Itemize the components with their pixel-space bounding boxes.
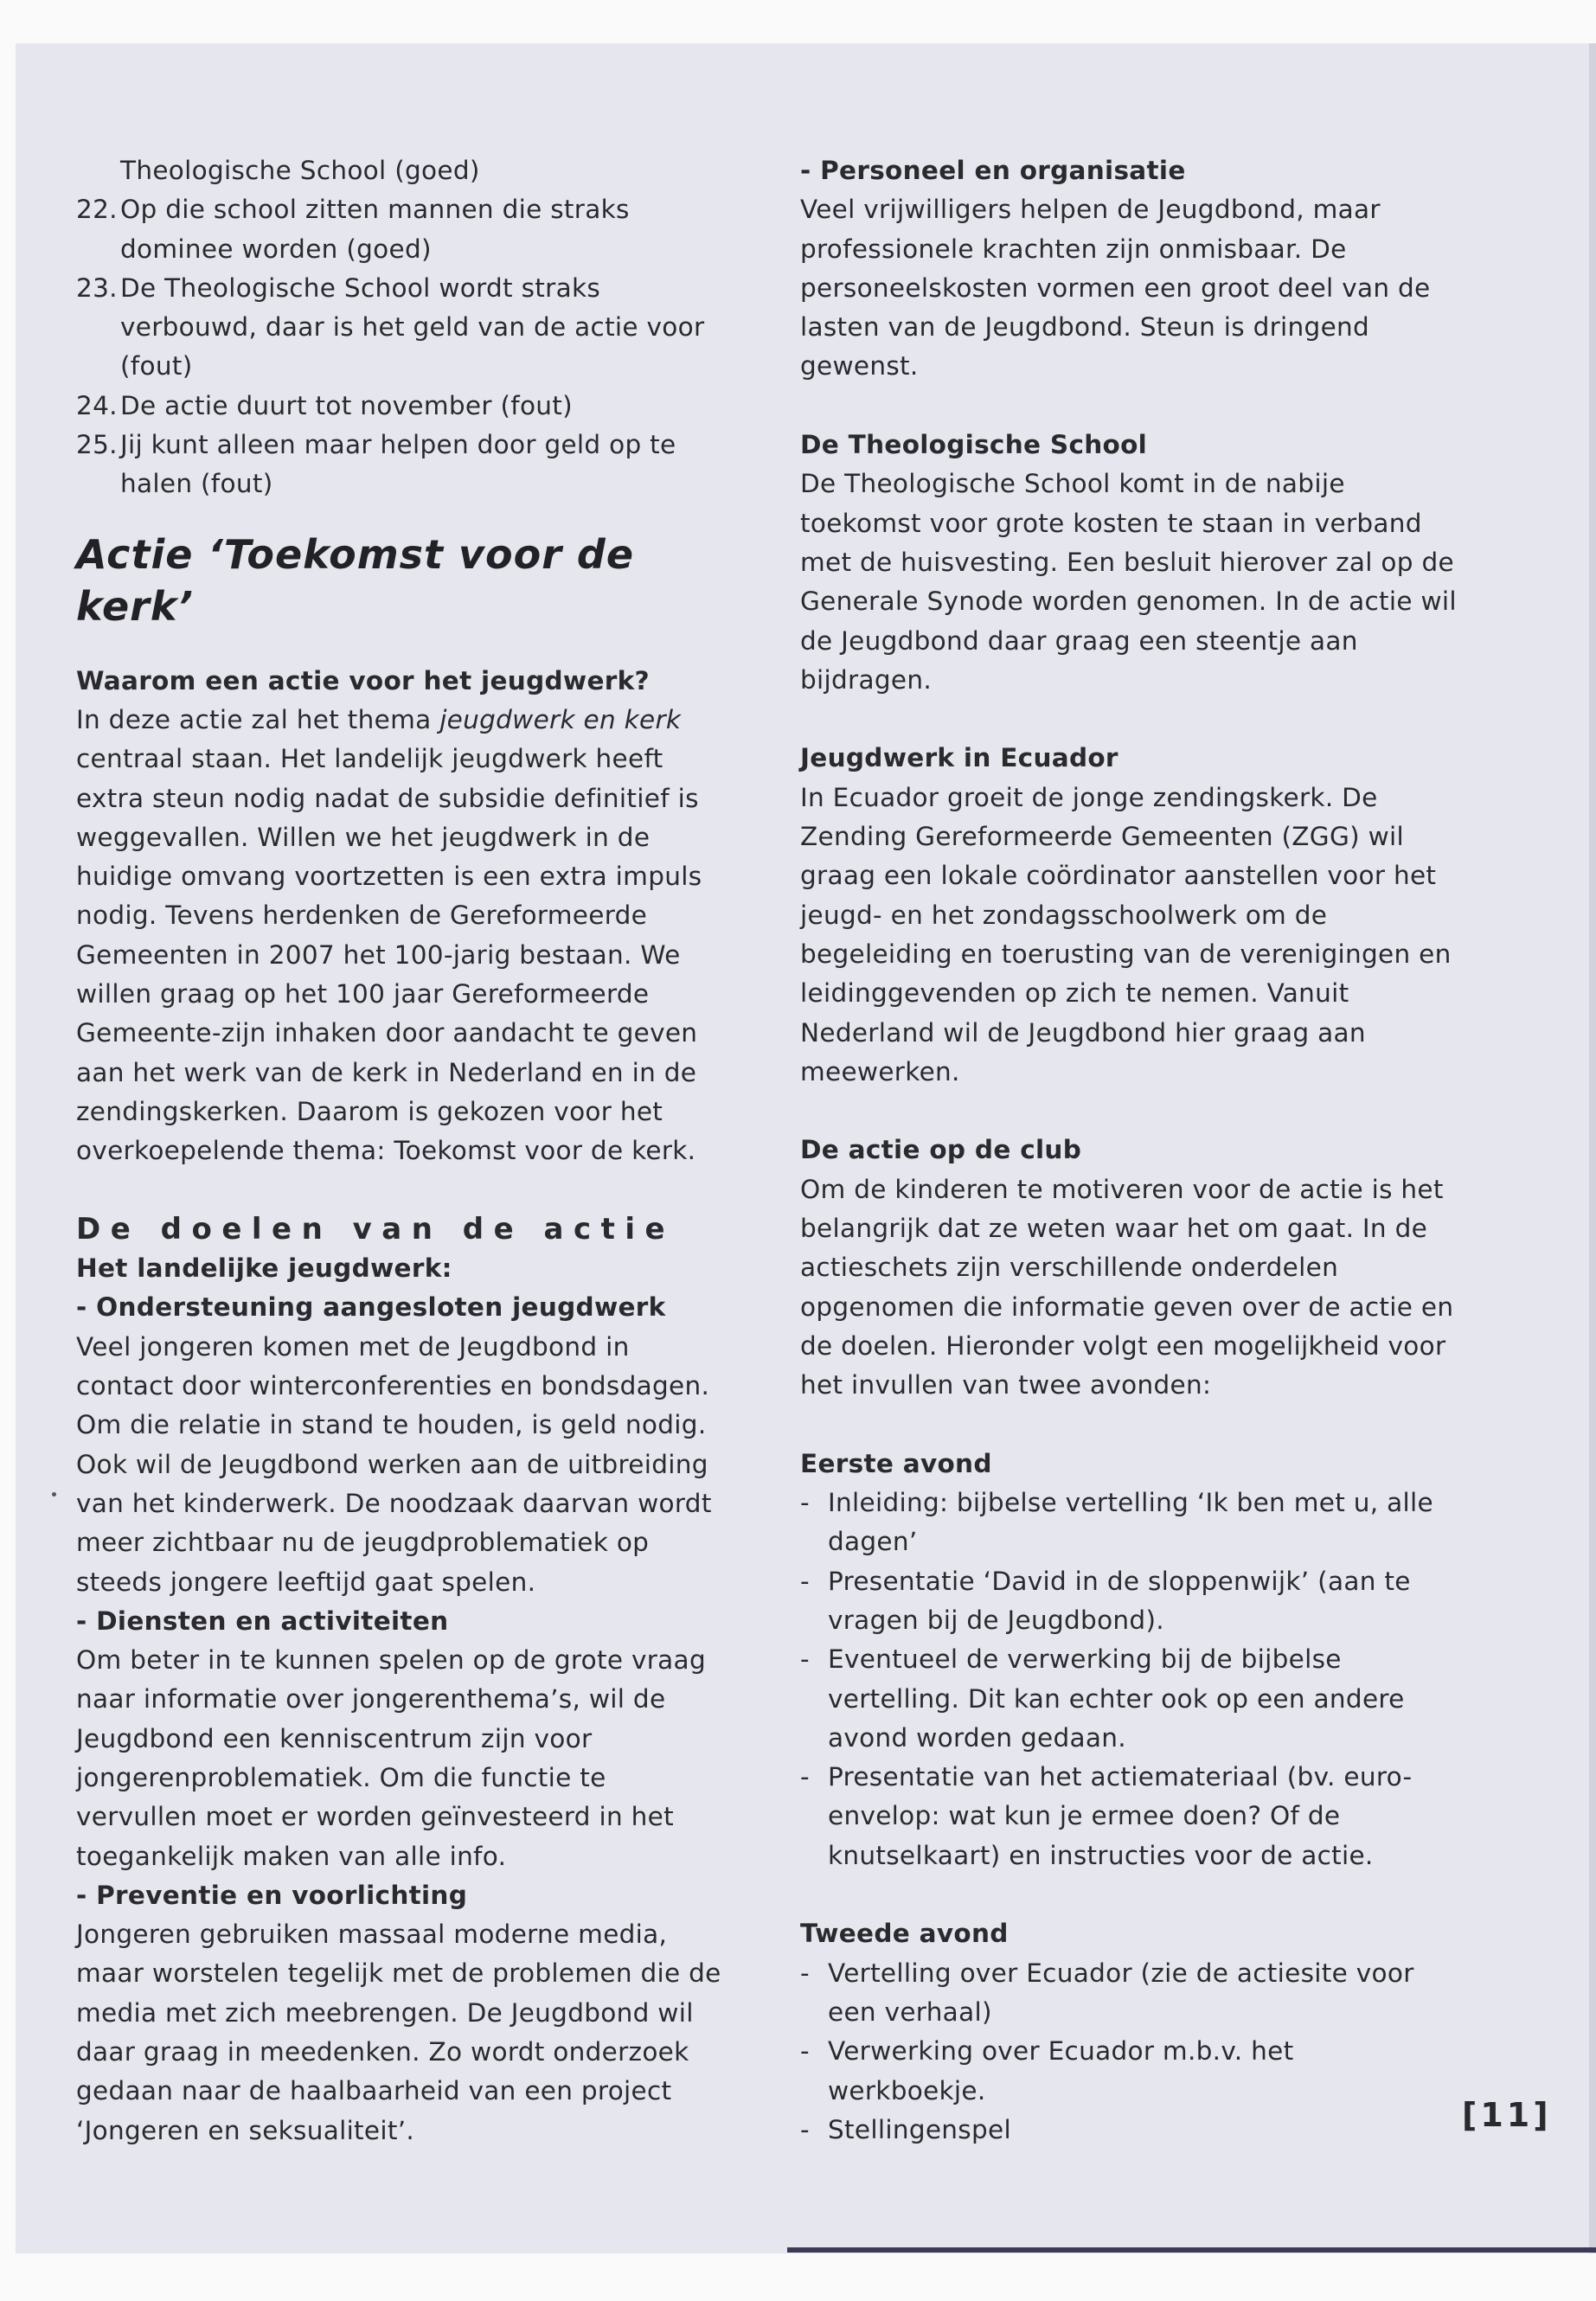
theme-emphasis: jeugdwerk en kerk bbox=[439, 704, 682, 734]
list-item: 25. Jij kunt alleen maar helpen door geld op te halen (fout) bbox=[76, 430, 676, 499]
list-item: - Inleiding: bijbelse vertelling ‘Ik ben met u, alle dagen’ bbox=[800, 1484, 1458, 1562]
first-evening-heading: Eerste avond bbox=[800, 1448, 992, 1478]
why-heading: Waarom een actie voor het jeugdwerk? bbox=[76, 665, 650, 695]
scan-speck bbox=[52, 1492, 56, 1497]
prevention-paragraph: Jongeren gebruiken massaal moderne media, maar worstelen tegelijk met de problemen die de media met zich meebrengen. De Jeugdbond wil daar graag in meedenken. Zo wordt onderzoek gedaan naar de haalbaarheid van een project ‘Jongeren en seksualiteit’. bbox=[76, 1920, 721, 2145]
article-title: Actie ‘Toekomst voor de kerk’ bbox=[76, 530, 635, 630]
school-paragraph: De Theologische School komt in de nabije toekomst voor grote kosten te staan in verband met de huisvesting. Een besluit hierover zal op de Generale Synode worden genomen. In de actie wil de Jeugdbond daar graag een steentje aan bijdragen. bbox=[800, 469, 1457, 695]
right-column bbox=[800, 151, 1458, 2150]
list-item: - Stellingenspel bbox=[800, 2111, 1458, 2150]
club-heading: De actie op de club bbox=[800, 1135, 1082, 1165]
prevention-heading: - Preventie en voorlichting bbox=[76, 1880, 468, 1910]
list-item: - Presentatie ‘David in de sloppenwijk’ (aan te vragen bij de Jeugdbond). bbox=[800, 1562, 1458, 1641]
services-heading: - Diensten en activiteiten bbox=[76, 1606, 449, 1636]
list-item: - Verwerking over Ecuador m.b.v. het werkboekje. bbox=[800, 2032, 1458, 2111]
page-edge bbox=[1589, 43, 1596, 2253]
second-evening-heading: Tweede avond bbox=[800, 1919, 1009, 1949]
ecuador-paragraph: In Ecuador groeit de jonge zendingskerk. De Zending Gereformeerde Gemeenten (ZGG) wil graag een lokale coördinator aanstellen voor het jeugd- en het zondagsschoolwerk om de begeleiding en toerusting van de verenigingen en leidinggevenden op zich te nemen. Vanuit Nederland wil de Jeugdbond hier graag aan meewerken. bbox=[800, 782, 1452, 1086]
list-item: - Presentatie van het actiemateriaal (bv. euro-envelop: wat kun je ermee doen? Of de knutselkaart) en instructies voor de actie. bbox=[800, 1758, 1458, 1875]
support-paragraph: Veel jongeren komen met de Jeugdbond in contact door winterconferenties en bondsdagen. Om die relatie in stand te houden, is geld nodig. Ook wil de Jeugdbond werken aan de uitbreiding van het kinderwerk. De noodzaak daarvan wordt meer zichtbaar nu de jeugdproblematiek op steeds jongere leeftijd gaat spelen. bbox=[76, 1331, 712, 1597]
why-paragraph: In deze actie zal het thema jeugdwerk en kerk centraal staan. Het landelijk jeugdwerk heeft extra steun nodig nadat de subsidie definitief is weggevallen. Willen we het jeugdwerk in de huidige omvang voortzetten is een extra impuls nodig. Tevens herdenken de Gereformeerde Gemeenten in 2007 het 100-jarig bestaan. We willen graag op het 100 jaar Gereformeerde Gemeente-zijn inhaken door aandacht te geven aan het werk van de kerk in Nederland en in de zendingskerken. Daarom is gekozen voor het overkoepelende thema: Toekomst voor de kerk. bbox=[76, 704, 702, 1166]
left-column bbox=[76, 151, 734, 2150]
staff-heading: - Personeel en organisatie bbox=[800, 156, 1186, 185]
staff-paragraph: Veel vrijwilligers helpen de Jeugdbond, maar professionele krachten zijn onmisbaar. De personeelskosten vormen een groot deel van de lasten van de Jeugdbond. Steun is dringend gewenst. bbox=[800, 195, 1431, 381]
list-item: 23. De Theologische School wordt straks verbouwd, daar is het geld van de actie voor (fout) bbox=[76, 272, 705, 381]
bottom-rule bbox=[787, 2247, 1596, 2253]
services-paragraph: Om beter in te kunnen spelen op de grote vraag naar informatie over jongerenthema’s, wil de Jeugdbond een kenniscentrum zijn voor jongerenproblematiek. Om die functie te vervullen moet er worden geïnvesteerd in het toegankelijk maken van alle info. bbox=[76, 1645, 706, 1871]
list-item: - Vertelling over Ecuador (zie de actiesite voor een verhaal) bbox=[800, 1954, 1458, 2033]
list-item: 24. De actie duurt tot november (fout) bbox=[76, 390, 573, 420]
national-heading: Het landelijke jeugdwerk: bbox=[76, 1253, 452, 1284]
list-item: - Eventueel de verwerking bij de bijbelse vertelling. Dit kan echter ook op een andere avond worden gedaan. bbox=[800, 1640, 1458, 1758]
list-item: Theologische School (goed) bbox=[120, 156, 480, 185]
school-heading: De Theologische School bbox=[800, 430, 1148, 460]
support-heading: - Ondersteuning aangesloten jeugdwerk bbox=[76, 1292, 666, 1323]
ecuador-heading: Jeugdwerk in Ecuador bbox=[800, 743, 1118, 773]
page-number: [11] bbox=[1462, 2096, 1552, 2134]
goals-heading: De doelen van de actie bbox=[76, 1211, 676, 1247]
list-item: 22. Op die school zitten mannen die straks dominee worden (goed) bbox=[76, 195, 630, 264]
club-paragraph: Om de kinderen te motiveren voor de actie is het belangrijk dat ze weten waar het om gaat. In de actieschets zijn verschillende onderdelen opgenomen die informatie geven over de actie en de doelen. Hieronder volgt een mogelijkheid voor het invullen van twee avonden: bbox=[800, 1174, 1454, 1400]
